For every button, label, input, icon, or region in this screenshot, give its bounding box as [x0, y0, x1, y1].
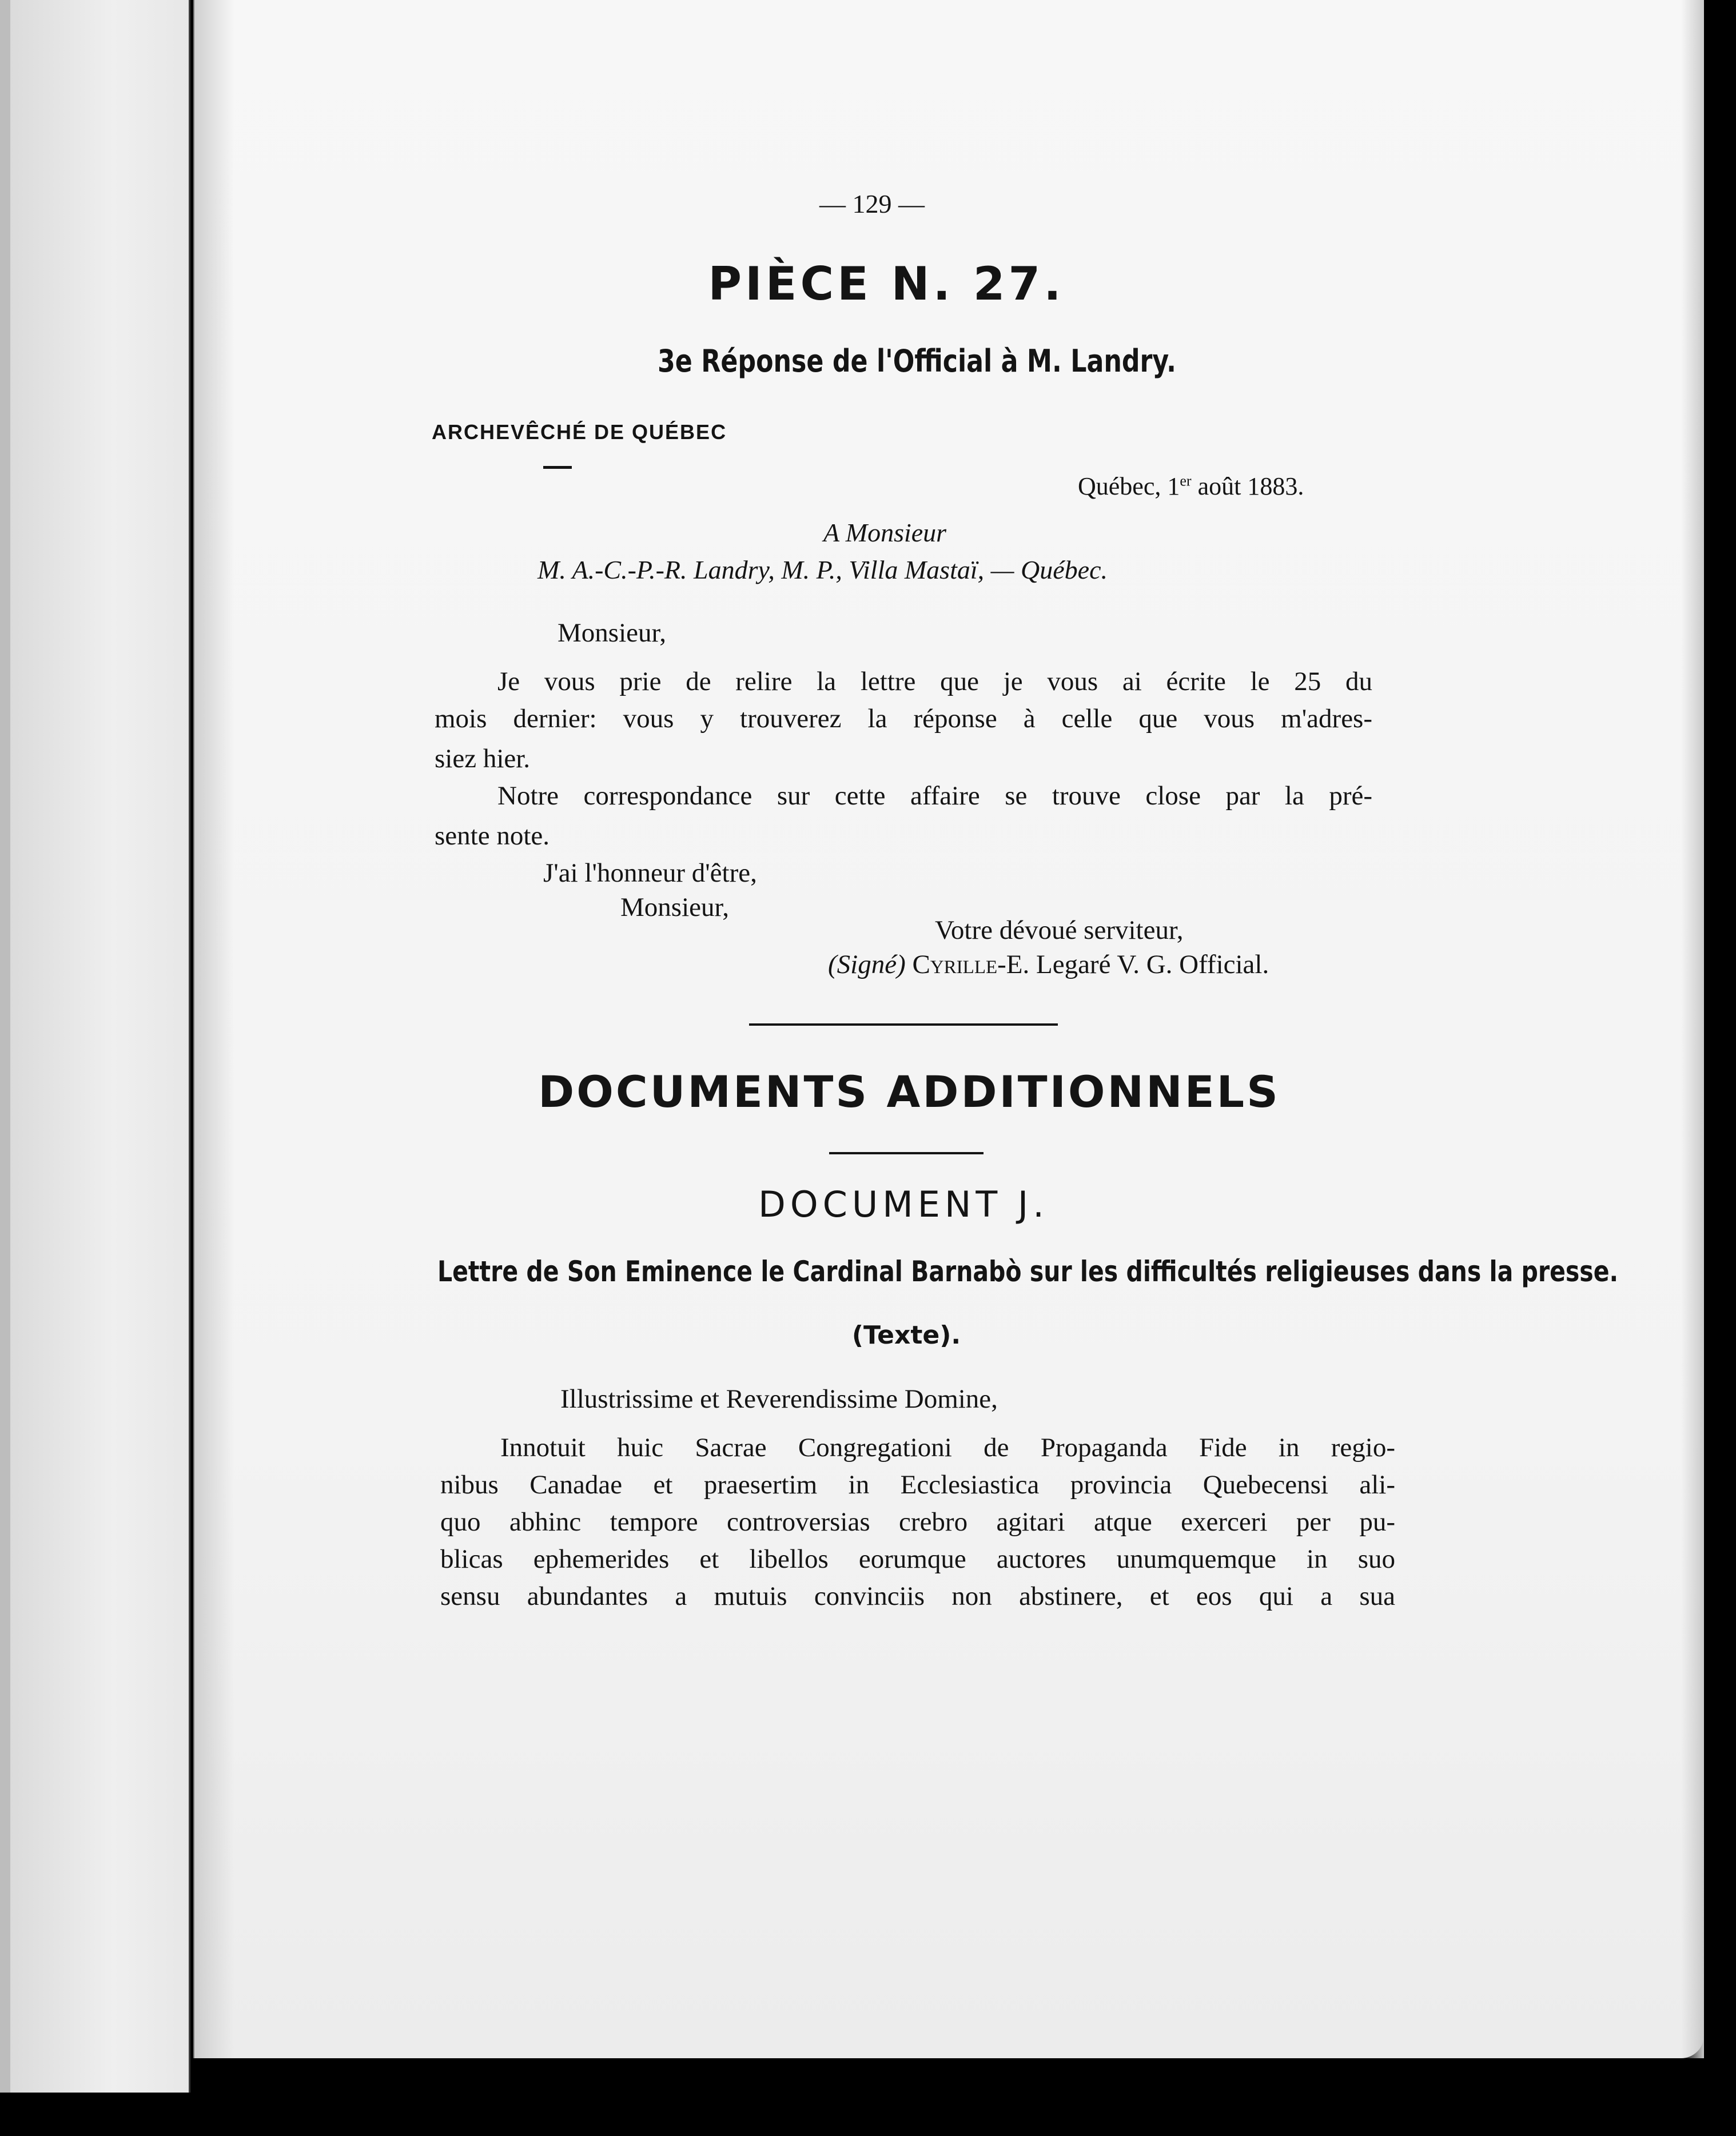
latin-line-3: quo abhinc tempore controversias crebro agitari atque exerceri per pu- — [440, 1507, 1395, 1537]
paragraph-1-line-3: siez hier. — [435, 744, 531, 774]
latin-line-5: sensu abundantes a mutuis convinciis non abstinere, et eos qui a sua — [440, 1581, 1395, 1611]
latin-line-1: Innotuit huic Sacrae Congregationi de Propaganda Fide in regio- — [500, 1433, 1395, 1462]
section-divider-top — [749, 1023, 1058, 1026]
page-gutter-shadow — [194, 0, 234, 2058]
latin-line-4: blicas ephemerides et libellos eorumque auctores unumquemque in suo — [440, 1544, 1395, 1574]
section-heading: DOCUMENTS ADDITIONNELS — [538, 1066, 1280, 1117]
salutation: Monsieur, — [558, 618, 667, 648]
previous-page-edge — [0, 0, 190, 2093]
signatory-first-name: Cyrille — [912, 950, 998, 979]
paragraph-2-line-2: sente note. — [435, 821, 550, 851]
piece-subtitle-text: 3e Réponse de l'Official à M. Landry. — [658, 343, 1177, 379]
section-divider-bottom — [829, 1152, 984, 1154]
addressee-line-2: M. A.-C.-P.-R. Landry, M. P., Villa Mastaï, — Québec. — [537, 555, 1108, 584]
binding-fold — [0, 0, 10, 2093]
date-superscript: er — [1180, 472, 1192, 489]
latin-greeting: Illustrissime et Reverendissime Domine, — [560, 1384, 998, 1414]
letterhead: ARCHEVÊCHÉ DE QUÉBEC — [432, 420, 727, 444]
document-title: DOCUMENT J. — [758, 1183, 1049, 1225]
document-subtitle — [437, 1255, 1736, 1288]
signed-mark: (Signé) — [828, 950, 906, 979]
piece-subtitle — [658, 343, 1177, 379]
closing-line-3: Votre dévoué serviteur, — [935, 915, 1184, 945]
paragraph-1-line-2: mois dernier: vous y trouverez la réponse à celle que vous m'adres- — [435, 704, 1372, 734]
date-suffix: août 1883. — [1191, 472, 1304, 500]
page-number: — 129 — — [819, 189, 925, 218]
document-note: (Texte). — [851, 1321, 961, 1350]
letterhead-dash — [543, 466, 572, 469]
piece-title: PIÈCE N. 27. — [708, 257, 1065, 310]
scan-bottom-border — [0, 2093, 1736, 2136]
latin-line-2: nibus Canadae et praesertim in Ecclesiastica provincia Quebecensi ali- — [440, 1470, 1395, 1500]
paragraph-1-line-1: Je vous prie de relire la lettre que je vous ai écrite le 25 du — [497, 667, 1372, 696]
signatory-rest: -E. Legaré V. G. Official. — [997, 950, 1269, 979]
date-prefix: Québec, 1 — [1078, 472, 1180, 500]
closing-line-1: J'ai l'honneur d'être, — [543, 858, 757, 888]
document-subtitle-text: Lettre de Son Eminence le Cardinal Barnabò sur les difficultés religieuses dans la presse. — [437, 1255, 1619, 1288]
letter-date — [1078, 472, 1304, 501]
page-right-edge — [1681, 0, 1704, 2058]
addressee-line-1: A Monsieur — [823, 518, 947, 547]
paragraph-2-line-1: Notre correspondance sur cette affaire se trouve close par la pré- — [497, 781, 1372, 811]
signature — [828, 949, 1269, 980]
closing-line-2: Monsieur, — [620, 892, 730, 922]
